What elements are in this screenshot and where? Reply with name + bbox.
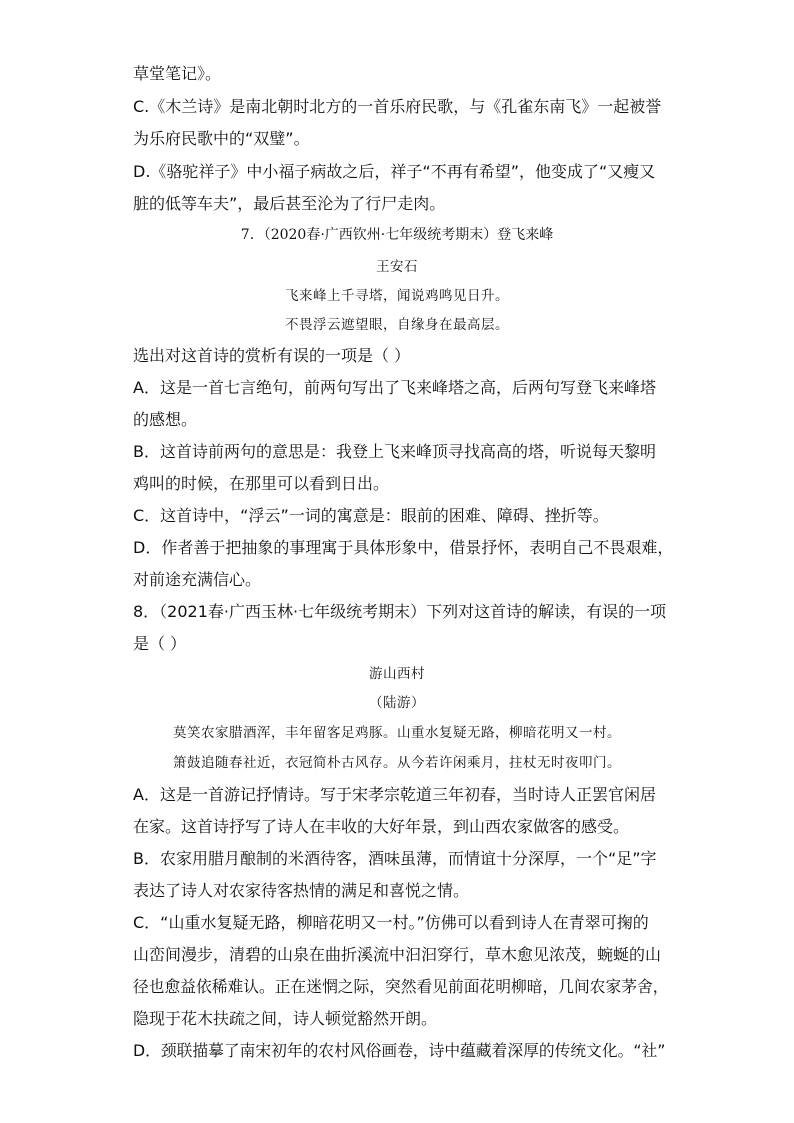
text-line: 的感想。 bbox=[133, 410, 198, 429]
option-b-line: B．农家用腊月酿制的米酒待客，酒味虽薄，而情谊十分深厚，一个“足”字 bbox=[133, 849, 657, 868]
text-line: 隐现于花木扶疏之间，诗人顿觉豁然开朗。 bbox=[133, 1009, 438, 1028]
option-d-line: D.《骆驼祥子》中小福子病故之后，祥子“不再有希望”，他变成了“又瘦又 bbox=[133, 162, 656, 181]
text-line: 对前途充满信心。 bbox=[133, 570, 262, 589]
poem-title: 游山西村 bbox=[369, 666, 425, 682]
text-line: 为乐府民歌中的“双璧”。 bbox=[133, 129, 310, 148]
poem-line: 箫鼓追随春社近，衣冠简朴古风存。从今若许闲乘月，拄杖无时夜叩门。 bbox=[173, 755, 621, 771]
text-line: 山峦间漫步，清碧的山泉在曲折溪流中汩汩穿行，草木愈见浓茂，蜿蜒的山 bbox=[133, 945, 662, 964]
text-line: 草堂笔记》。 bbox=[133, 64, 222, 83]
option-c-line: C.《木兰诗》是南北朝时北方的一首乐府民歌，与《孔雀东南飞》一起被誉 bbox=[133, 97, 662, 116]
question-stem: 选出对这首诗的赏析有误的一项是（ ） bbox=[133, 346, 411, 365]
text-line: 表达了诗人对农家待客热情的满足和喜悦之情。 bbox=[133, 881, 470, 900]
option-c-line: C．“山重水复疑无路，柳暗花明又一村。”仿佛可以看到诗人在青翠可掬的 bbox=[133, 913, 649, 932]
option-b-line: B．这首诗前两句的意思是：我登上飞来峰顶寻找高高的塔，听说每天黎明 bbox=[133, 442, 656, 461]
question-8-heading: 8．（2021春·广西玉林·七年级统考期末）下列对这首诗的解读，有误的一项 bbox=[133, 602, 667, 621]
poem-line: 不畏浮云遮望眼，自缘身在最高层。 bbox=[285, 317, 509, 333]
text-line: 脏的低等车夫”，最后甚至沦为了行尸走肉。 bbox=[133, 194, 446, 213]
text-line: 在家。这首诗抒写了诗人在丰收的大好年景，到山西农家做客的感受。 bbox=[133, 817, 630, 836]
text-line: 是（ ） bbox=[133, 634, 187, 653]
option-d-line: D．颈联描摹了南宋初年的农村风俗画卷，诗中蕴藏着深厚的传统文化。“社” bbox=[133, 1041, 666, 1060]
poem-line: 飞来峰上千寻塔，闻说鸡鸣见日升。 bbox=[285, 288, 509, 304]
question-7-heading: 7．（2020春·广西钦州·七年级统考期末）登飞来峰 bbox=[240, 227, 554, 243]
poem-author: 王安石 bbox=[376, 259, 418, 275]
option-c-line: C．这首诗中，“浮云”一词的寓意是：眼前的困难、障碍、挫折等。 bbox=[133, 506, 609, 525]
option-a-line: A．这是一首七言绝句，前两句写出了飞来峰塔之高，后两句写登飞来峰塔 bbox=[133, 378, 656, 397]
text-line: 鸡叫的时候，在那里可以看到日出。 bbox=[133, 474, 390, 493]
poem-author: （陆游） bbox=[369, 695, 425, 711]
poem-line: 莫笑农家腊酒浑，丰年留客足鸡豚。山重水复疑无路，柳暗花明又一村。 bbox=[173, 725, 621, 741]
text-line: 径也愈益依稀难认。正在迷惘之际，突然看见前面花明柳暗，几间农家茅舍， bbox=[133, 977, 669, 996]
option-d-line: D．作者善于把抽象的事理寓于具体形象中，借景抒怀，表明自己不畏艰难， bbox=[133, 538, 674, 557]
option-a-line: A．这是一首游记抒情诗。写于宋孝宗乾道三年初春，当时诗人正罢官闲居 bbox=[133, 785, 656, 804]
